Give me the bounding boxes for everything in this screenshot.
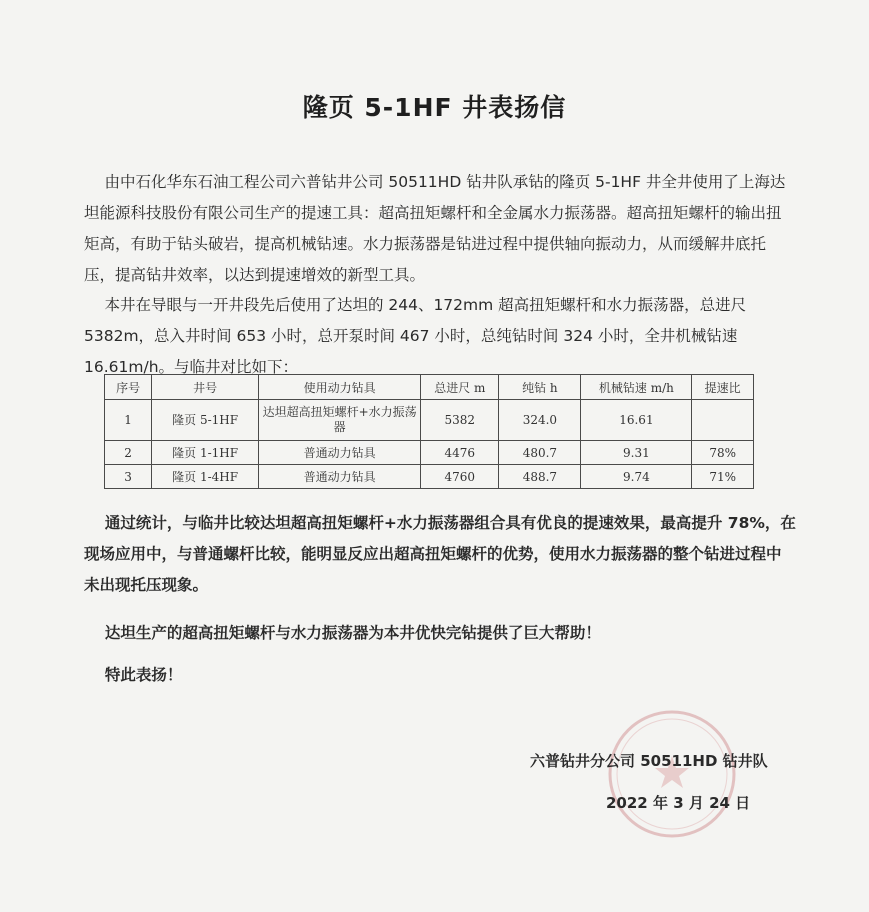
table-header: 纯钻 h <box>499 375 581 400</box>
table-cell: 普通动力钻具 <box>259 465 421 489</box>
paragraph-thanks-text: 达坦生产的超高扭矩螺杆与水力振荡器为本井优快完钻提供了巨大帮助！ <box>104 624 601 642</box>
paragraph-thanks <box>84 618 796 649</box>
table-row <box>105 400 754 441</box>
table-cell: 4476 <box>421 441 499 465</box>
table-cell: 1 <box>105 400 152 441</box>
table-row <box>105 441 754 465</box>
table-cell: 普通动力钻具 <box>259 441 421 465</box>
table-cell: 隆页 1-4HF <box>152 465 259 489</box>
table-header-row <box>105 375 754 400</box>
table-cell: 488.7 <box>499 465 581 489</box>
paragraph-closing-text: 特此表扬！ <box>104 666 183 684</box>
table-cell: 9.31 <box>581 441 692 465</box>
table-cell: 3 <box>105 465 152 489</box>
table-header: 总进尺 m <box>421 375 499 400</box>
table-cell: 78% <box>692 441 754 465</box>
table-cell: 5382 <box>421 400 499 441</box>
table-header: 序号 <box>105 375 152 400</box>
table-header: 提速比 <box>692 375 754 400</box>
paragraph-intro-text: 由中石化华东石油工程公司六普钻井公司 50511HD 钻井队承钻的隆页 5-1HF 井全井使用了上海达坦能源科技股份有限公司生产的提速工具：超高扭矩螺杆和全金属水力振荡器。超高扭矩螺杆的输出扭矩高，有助于钻头破岩，提高机械钻速。水力振荡器是钻进过程中提供轴向振动力，从而缓解井底托压，提高钻井效率，以达到提速增效的新型工具。 <box>84 173 786 284</box>
page-title: 隆页 5-1HF 井表扬信 <box>302 93 567 122</box>
table-header: 使用动力钻具 <box>259 375 421 400</box>
signature: 六普钻井分公司 50511HD 钻井队 <box>530 752 768 770</box>
paragraph-summary <box>84 508 796 601</box>
table-cell: 71% <box>692 465 754 489</box>
table-header: 机械钻速 m/h <box>581 375 692 400</box>
table-cell: 达坦超高扭矩螺杆+水力振荡器 <box>259 400 421 441</box>
table-header: 井号 <box>152 375 259 400</box>
paragraph-usage-text: 本井在导眼与一开井段先后使用了达坦的 244、172mm 超高扭矩螺杆和水力振荡器，总进尺 5382m，总入井时间 653 小时，总开泵时间 467 小时，总纯钻时间 324 小时，全井机械钻速 16.61m/h。与临井对比如下： <box>84 296 747 376</box>
table-cell: 隆页 5-1HF <box>152 400 259 441</box>
table-cell: 324.0 <box>499 400 581 441</box>
comparison-table <box>104 374 754 489</box>
table-cell: 2 <box>105 441 152 465</box>
table-row <box>105 465 754 489</box>
date: 2022 年 3 月 24 日 <box>606 794 751 812</box>
paragraph-summary-text: 通过统计，与临井比较达坦超高扭矩螺杆+水力振荡器组合具有优良的提速效果，最高提升 78%，在现场应用中，与普通螺杆比较，能明显反应出超高扭矩螺杆的优势，使用水力振荡器的整个钻进过程中未出现托压现象。 <box>84 514 796 594</box>
table-cell: 4760 <box>421 465 499 489</box>
table-cell: 9.74 <box>581 465 692 489</box>
company-seal <box>604 706 740 842</box>
paragraph-usage <box>84 290 796 383</box>
table-cell: 16.61 <box>581 400 692 441</box>
paragraph-closing <box>84 660 796 691</box>
table-cell: 480.7 <box>499 441 581 465</box>
table-cell <box>692 400 754 441</box>
paragraph-intro <box>84 167 796 291</box>
table-cell: 隆页 1-1HF <box>152 441 259 465</box>
